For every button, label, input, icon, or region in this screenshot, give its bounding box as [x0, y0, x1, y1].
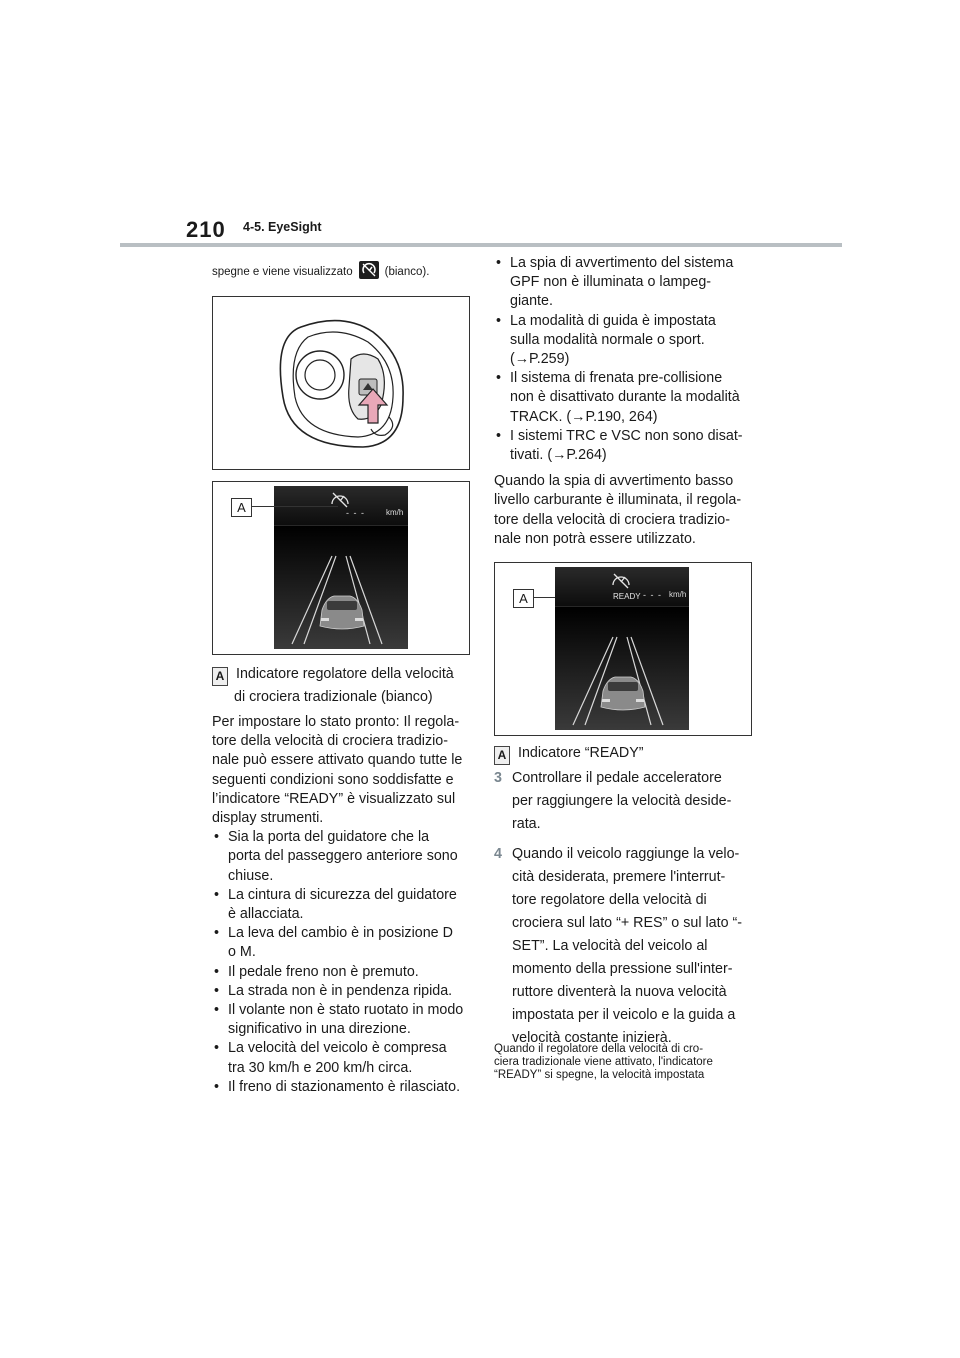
intro-text-after: (bianco).: [384, 266, 430, 278]
step-line: Controllare il pedale acceleratore: [512, 770, 722, 786]
ready-paragraph: [212, 713, 482, 1097]
note-line: Quando il regolatore della velocità di cro-: [494, 1043, 704, 1055]
step-line: per raggiungere la velocità deside-: [512, 793, 732, 809]
list-item-line: sulla modalità normale o sport.: [510, 331, 705, 348]
cruise-indicator-icon: [359, 261, 379, 279]
paragraph-line: Quando la spia di avvertimento basso: [494, 473, 734, 490]
step-line: Quando il veicolo raggiunge la velo-: [512, 846, 740, 862]
callout-label-a: A: [513, 589, 534, 608]
list-item-line: La spia di avvertimento del sistema: [510, 255, 734, 271]
paragraph-line: nale può essere attivato quando tutte le: [212, 752, 463, 769]
caption-line-1: Indicatore regolatore della velocità: [236, 666, 454, 682]
paragraph-line: nale non potrà essere utilizzato.: [494, 530, 696, 547]
list-item-line: La leva del cambio è in posizione D: [228, 925, 453, 942]
list-item-line: non è disattivato durante la modalità: [510, 389, 740, 406]
page-number: 210: [186, 217, 226, 242]
list-item: [212, 886, 482, 924]
note-line: “READY” si spegne, la velocità impostata: [494, 1069, 705, 1081]
speed-dashes: - - -: [643, 590, 662, 600]
list-item: [212, 1078, 482, 1097]
conditions-list: [212, 828, 482, 1097]
caption-line-2: di crociera tradizionale (bianco): [234, 689, 433, 705]
caption-badge-a: A: [212, 667, 228, 686]
list-item-line: o M.: [228, 944, 256, 961]
paragraph-line: l’indicatore “READY” è visualizzato sul: [212, 790, 456, 807]
conditions-list-continued: [494, 254, 764, 465]
callout-line: [252, 506, 338, 507]
note: [494, 1043, 764, 1082]
paragraph-line: tore della velocità di crociera tradizio-: [212, 733, 449, 750]
list-item-line: chiuse.: [228, 867, 274, 884]
list-item-line: La cintura di sicurezza del guidatore: [228, 886, 457, 903]
list-item: [212, 828, 482, 886]
list-item-line: GPF non è illuminata o lampeg-: [510, 274, 712, 291]
list-item-line: La strada non è in pendenza ripida.: [228, 982, 453, 999]
fig2-caption: [212, 663, 482, 709]
paragraph-line: seguenti condizioni sono soddisfatte e: [212, 771, 454, 788]
list-item: [212, 1039, 482, 1077]
ready-label: READY: [613, 592, 641, 601]
list-item-line: Il pedale freno non è premuto.: [228, 963, 419, 980]
caption-text: Indicatore “READY”: [518, 745, 644, 761]
steps: [494, 767, 764, 1050]
list-item-line: La modalità di guida è impostata: [510, 312, 716, 329]
step-line: rata.: [512, 816, 541, 832]
paragraph-line: Per impostare lo stato pronto: Il regola-: [212, 714, 460, 730]
paragraph-line: display strumenti.: [212, 810, 324, 827]
caption-badge-a: A: [494, 746, 510, 765]
step-4: [494, 843, 764, 1050]
list-item-line: tra 30 km/h e 200 km/h circa.: [228, 1059, 413, 1076]
list-item-line: I sistemi TRC e VSC non sono disat-: [510, 427, 743, 444]
list-item: [212, 963, 482, 982]
list-item-line: Sia la porta del guidatore che la: [228, 829, 430, 846]
intro-text-before: spegne e viene visualizzato: [212, 266, 353, 278]
list-item: [212, 1001, 482, 1039]
step-line: cità desiderata, premere l'interrut-: [512, 869, 726, 885]
list-item: [494, 254, 764, 312]
paragraph-line: livello carburante è illuminata, il regola-: [494, 492, 742, 509]
meter-screen: [555, 567, 689, 730]
steering-wheel-figure: [212, 296, 470, 470]
step-line: velocità costante inizierà.: [512, 1030, 672, 1046]
note-line: ciera tradizionale viene attivato, l'indicatore: [494, 1056, 713, 1068]
list-item-line: Il sistema di frenata pre-collisione: [510, 370, 723, 387]
list-item: [494, 369, 764, 427]
list-item-line: Il volante non è stato ruotato in modo: [228, 1002, 464, 1019]
steering-wheel-switch-illustration: [213, 297, 469, 469]
step-line: impostata per il veicolo e la guida a: [512, 1007, 736, 1023]
step-number: 3: [494, 770, 502, 786]
right-conditions: [494, 254, 764, 549]
list-item-line: Il freno di stazionamento è rilasciato.: [228, 1078, 461, 1095]
section-title: 4-5. EyeSight: [243, 220, 322, 234]
paragraph-line: tore della velocità di crociera tradizio-: [494, 511, 731, 528]
callout-label-a: A: [231, 498, 252, 517]
list-item-line: è allacciata.: [228, 906, 304, 923]
list-item-line: significativo in una direzione.: [228, 1021, 411, 1038]
step-3: [494, 767, 764, 836]
list-item: [212, 982, 482, 1001]
list-item: [494, 427, 764, 465]
list-item: [494, 312, 764, 370]
speed-unit: km/h: [669, 590, 687, 599]
page-reference-link[interactable]: tivati. (→P.264): [510, 447, 607, 464]
step-line: SET”. La velocità del veicolo al: [512, 938, 708, 954]
step-line: momento della pressione sull'inter-: [512, 961, 733, 977]
meter-screen: [274, 486, 408, 649]
list-item-line: La velocità del veicolo è compresa: [228, 1040, 447, 1057]
intro-line: [212, 261, 472, 279]
step-line: crociera sul lato “+ RES” o sul lato “-: [512, 915, 743, 931]
list-item-line: giante.: [510, 293, 553, 310]
step-number: 4: [494, 846, 502, 862]
list-item-line: porta del passeggero anteriore sono: [228, 848, 458, 865]
step-line: tore regolatore della velocità di: [512, 892, 707, 908]
fig3-caption: [494, 742, 764, 765]
speed-dashes: - - -: [346, 508, 365, 518]
header-rule: [120, 243, 842, 247]
meter-display-figure: [212, 481, 470, 655]
page-reference-link[interactable]: TRACK. (→P.190, 264): [510, 408, 658, 425]
list-item: [212, 924, 482, 962]
speed-unit: km/h: [386, 508, 404, 517]
page-reference-link[interactable]: (→P.259): [510, 351, 570, 368]
step-line: ruttore diventerà la nuova velocità: [512, 984, 727, 1000]
ready-display-figure: [494, 562, 752, 736]
